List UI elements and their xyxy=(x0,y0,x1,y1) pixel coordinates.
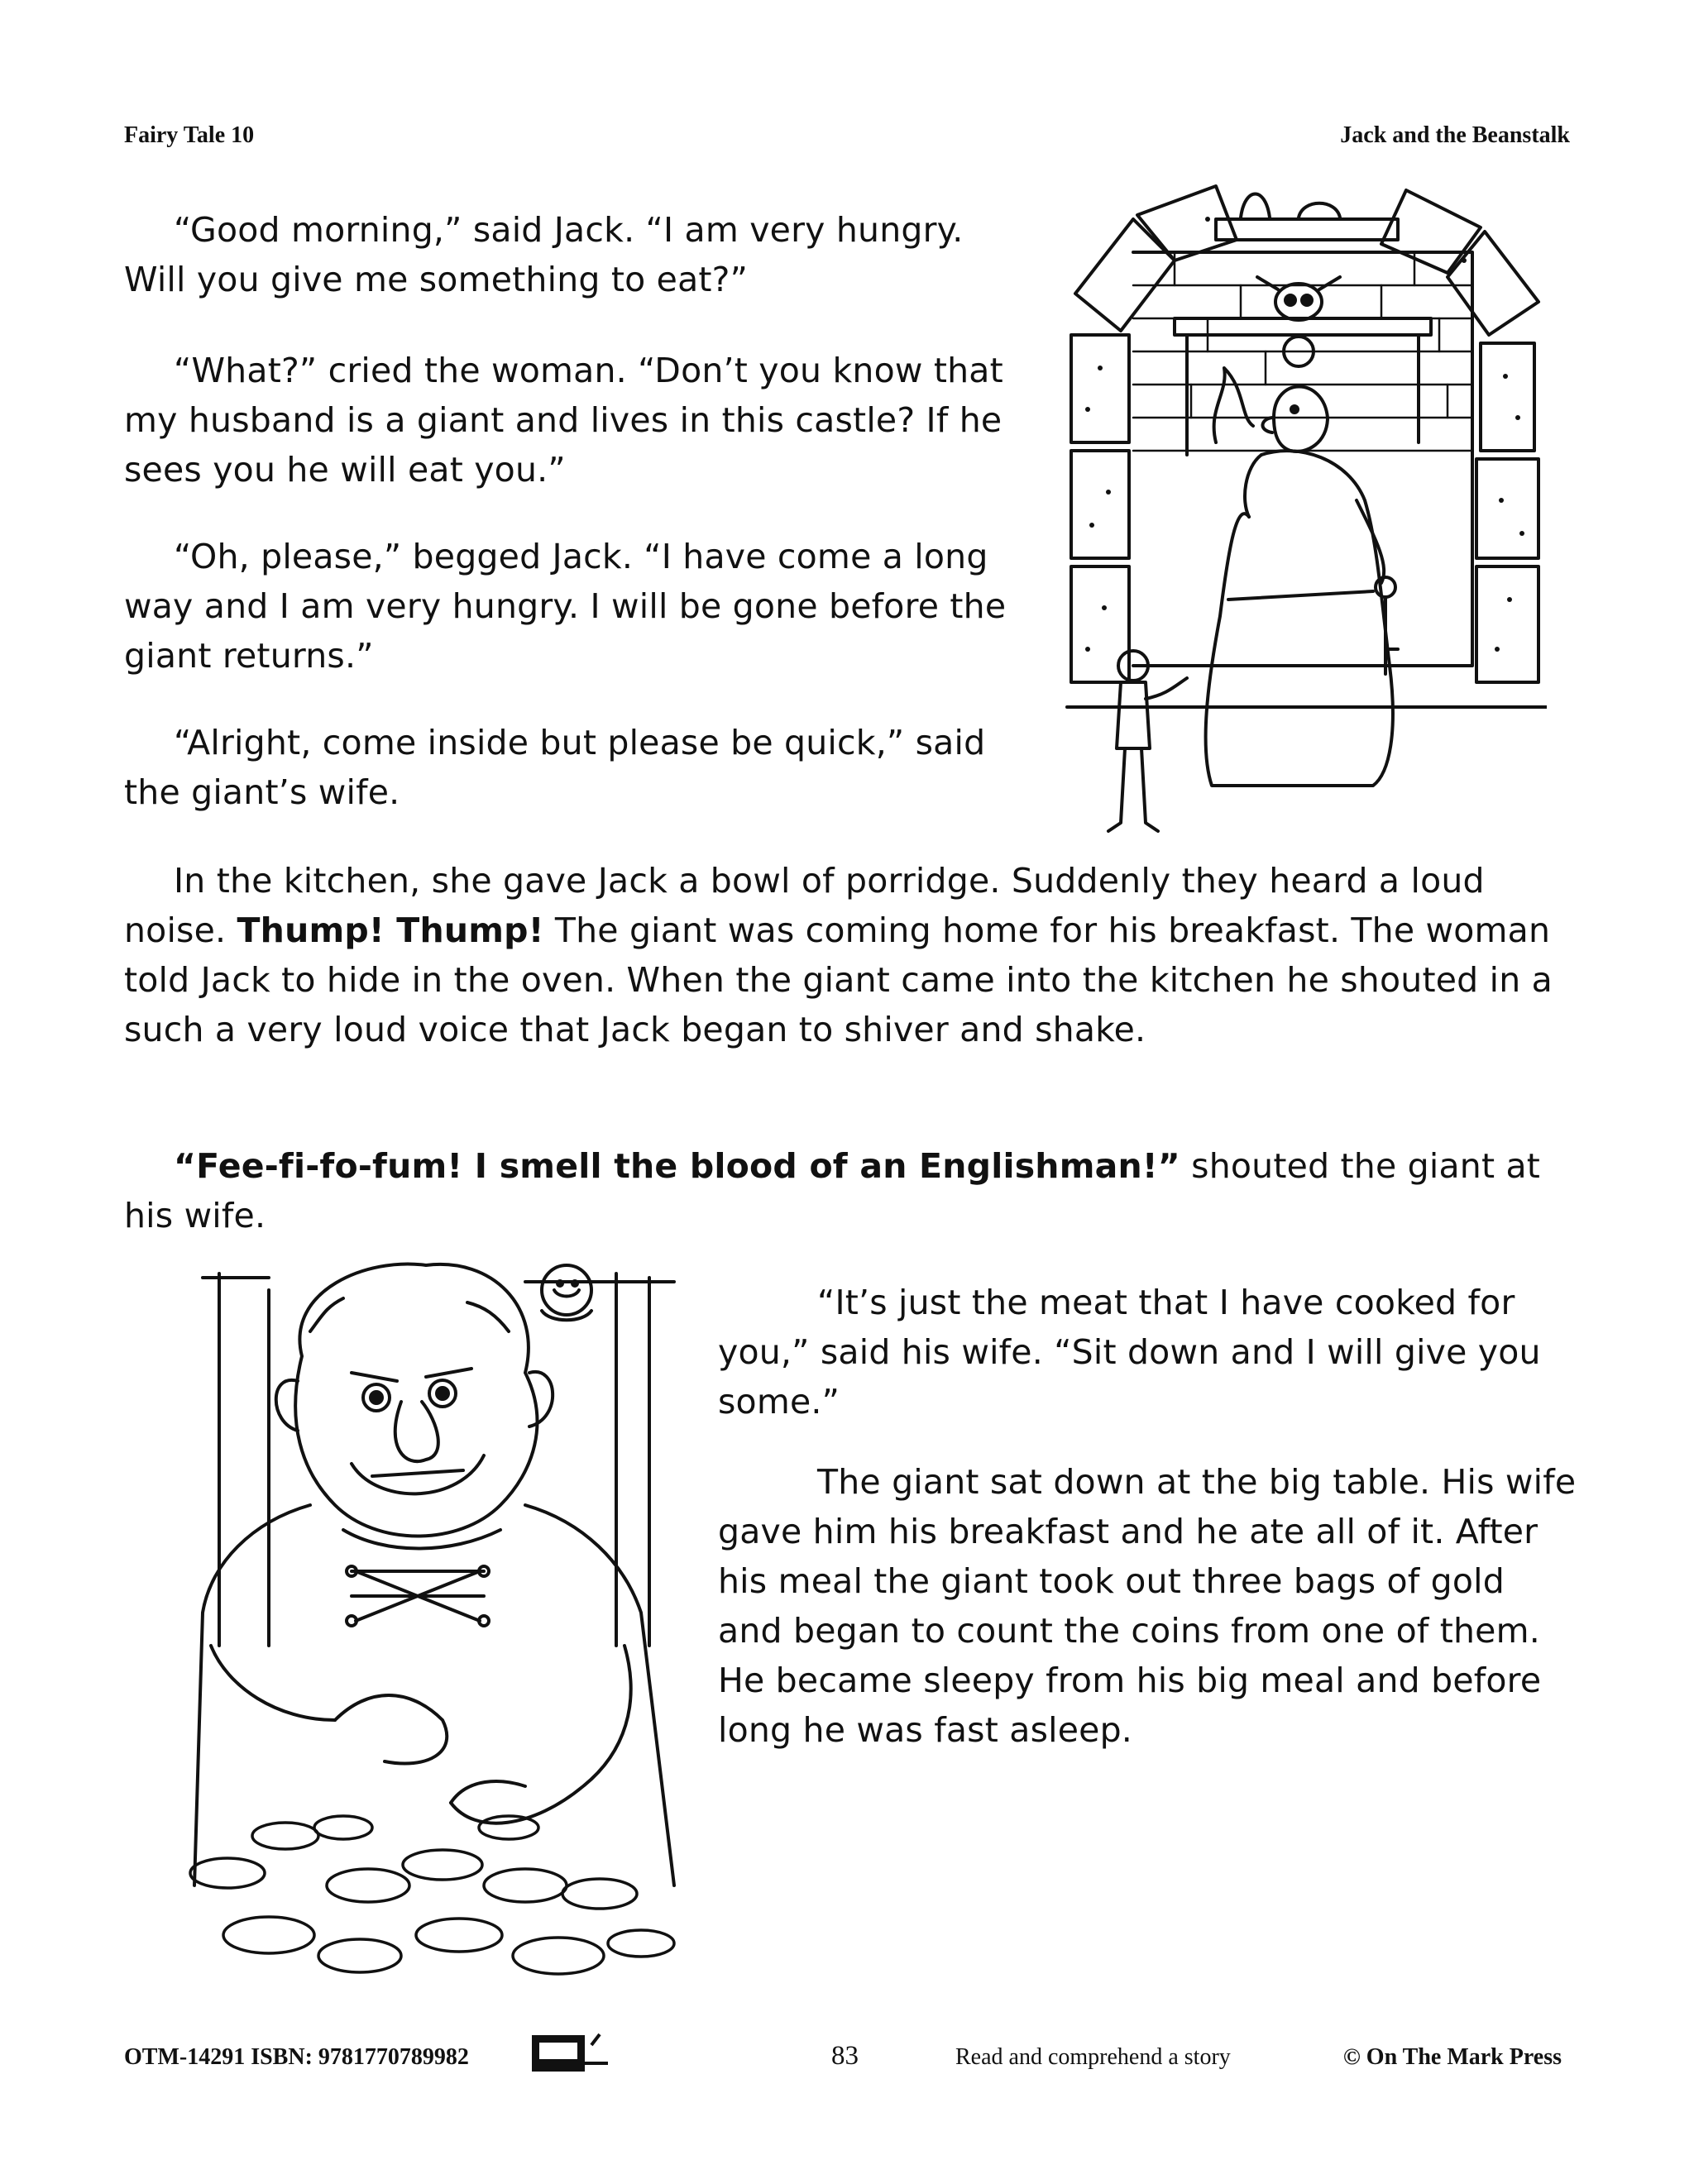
footer-description: Read and comprehend a story xyxy=(955,2044,1231,2070)
computer-icon xyxy=(529,2030,612,2076)
story-paragraph-7: “It’s just the meat that I have cooked for you,” said his wife. “Sit down and I will give you some.” xyxy=(718,1283,1541,1422)
castle-doorway-illustration xyxy=(1050,170,1547,864)
thump-emphasis: Thump! Thump! xyxy=(237,910,544,950)
footer-copyright: © On The Mark Press xyxy=(1342,2044,1562,2070)
story-paragraph-5: In the kitchen, she gave Jack a bowl of porridge. Suddenly they heard a loud noise. Thump! Thump! The giant was coming home for his breakfast. The woman told Jack to hide in the oven. When the giant came into the kitchen he shouted in a such a very loud voice that Jack began to shiver and shake. xyxy=(124,861,1553,1049)
page-number: 83 xyxy=(831,2041,859,2071)
story-paragraph-1: “Good morning,” said Jack. “I am very hungry. Will you give me something to eat?” xyxy=(124,210,964,299)
story-paragraph-8: The giant sat down at the big table. His wife gave him his breakfast and he ate all of it. After his meal the giant took out three bags of gold and began to count the coins from one of them. He became sleepy from his big meal and before long he was fast asleep. xyxy=(718,1462,1577,1750)
story-paragraph-6: “Fee-fi-fo-fum! I smell the blood of an Englishman!” shouted the giant at his wife. xyxy=(124,1146,1541,1235)
header-story-title: Jack and the Beanstalk xyxy=(1340,122,1570,148)
footer-product-code: OTM-14291 ISBN: 9781770789982 xyxy=(124,2044,469,2070)
giant-shout: “Fee-fi-fo-fum! I smell the blood of an Englishman!” xyxy=(174,1146,1180,1186)
story-paragraph-2: “What?” cried the woman. “Don’t you know that my husband is a giant and lives in this castle? If he sees you he will eat you.” xyxy=(124,351,1003,490)
story-paragraph-3: “Oh, please,” begged Jack. “I have come a long way and I am very hungry. I will be gone before the giant returns.” xyxy=(124,537,1007,676)
header-series-title: Fairy Tale 10 xyxy=(124,122,255,148)
giant-counting-coins-illustration xyxy=(178,1257,691,2001)
story-paragraph-4: “Alright, come inside but please be quick,” said the giant’s wife. xyxy=(124,723,986,812)
